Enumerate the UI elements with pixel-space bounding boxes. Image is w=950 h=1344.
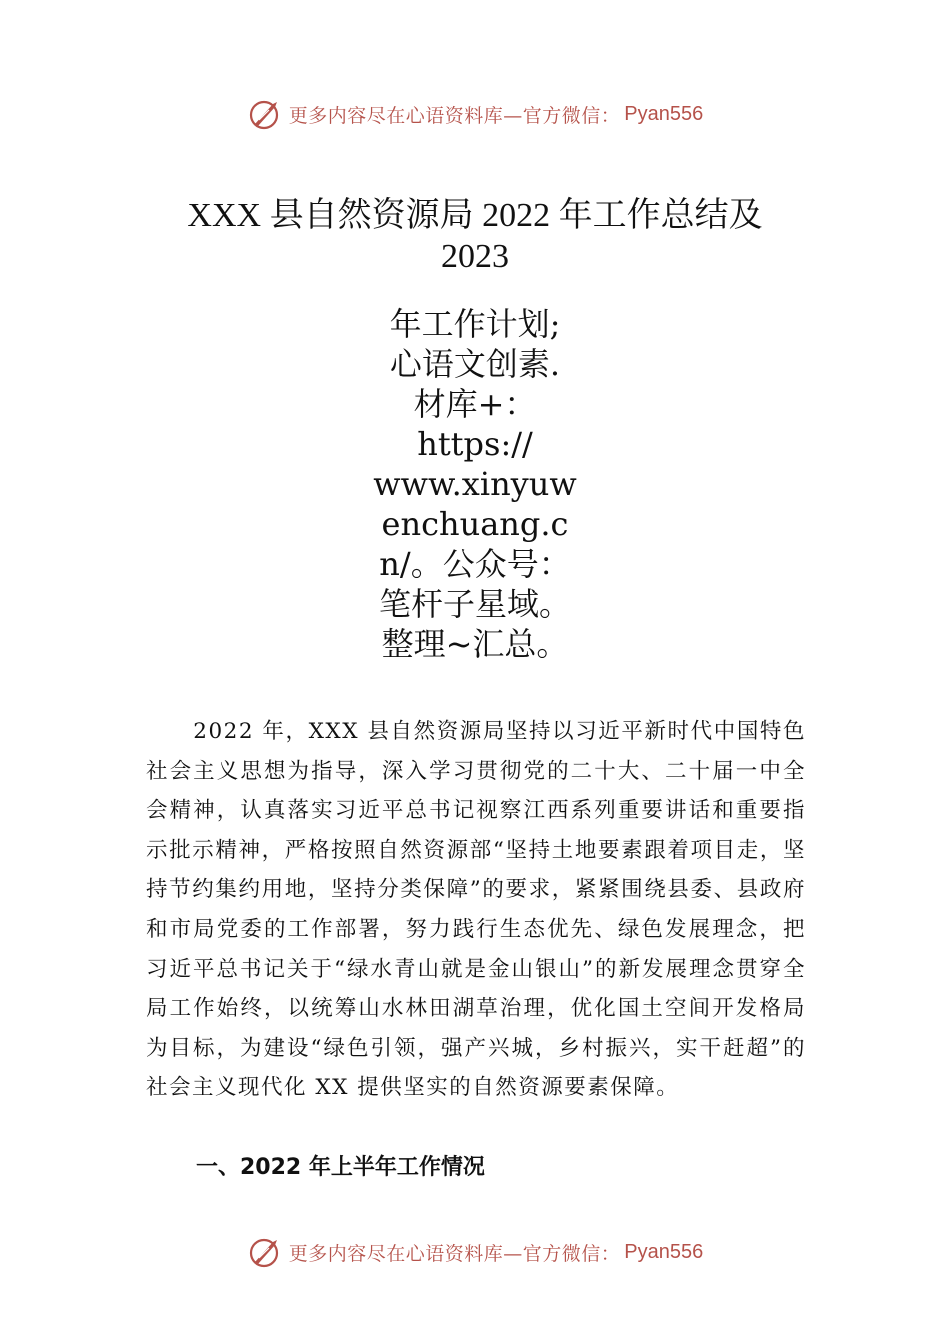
section-heading: 一、2022 年上半年工作情况: [196, 1155, 485, 1180]
banner-text: 更多内容尽在心语资料库—官方微信：: [288, 104, 621, 127]
subtitle-line: 笔杆子星域。: [378, 585, 571, 623]
document-title-line-2: 2023: [441, 238, 509, 275]
document-title-line-1: XXX 县自然资源局 2022 年工作总结及: [187, 197, 763, 234]
subtitle-line: 材库+：: [413, 385, 537, 423]
subtitle-line: n/。公众号：: [379, 545, 571, 583]
subtitle-stack: [0, 304, 950, 664]
subtitle-line: 心语文创素.: [389, 345, 561, 383]
banner-wechat-id: Pyan556: [624, 1240, 704, 1263]
banner-text: 更多内容尽在心语资料库—官方微信：: [288, 1242, 621, 1265]
footer-banner: [0, 1232, 950, 1272]
banner-wechat-id: Pyan556: [624, 102, 704, 125]
subtitle-line: 年工作计划;: [389, 305, 561, 343]
header-banner: [0, 94, 950, 134]
subtitle-line: https://: [417, 425, 533, 463]
subtitle-line: 整理~汇总。: [381, 625, 569, 663]
subtitle-line: www.xinyuw: [373, 465, 577, 503]
body-paragraph: 2022 年，XXX 县自然资源局坚持以习近平新时代中国特色社会主义思想为指导，深入学习贯彻党的二十大、二十届一中全会精神，认真落实习近平总书记视察江西系列重要讲话和重要指示批示精神，严格按照自然资源部“坚持土地要素跟着项目走，坚持节约集约用地，坚持分类保障”的要求，紧紧围绕县委、县政府和市局党委的工作部署，努力践行生态优先、绿色发展理念，把习近平总书记关于“绿水青山就是金山银山”的新发展理念贯穿全局工作始终，以统筹山水林田湖草治理，优化国土空间开发格局为目标，为建设“绿色引领，强产兴城，乡村振兴，实干赶超”的社会主义现代化 XX 提供坚实的自然资源要素保障。: [146, 719, 806, 1101]
subtitle-line: enchuang.c: [381, 505, 569, 543]
quill-pen-logo-icon: [247, 1234, 283, 1270]
quill-pen-logo-icon: [247, 96, 283, 132]
